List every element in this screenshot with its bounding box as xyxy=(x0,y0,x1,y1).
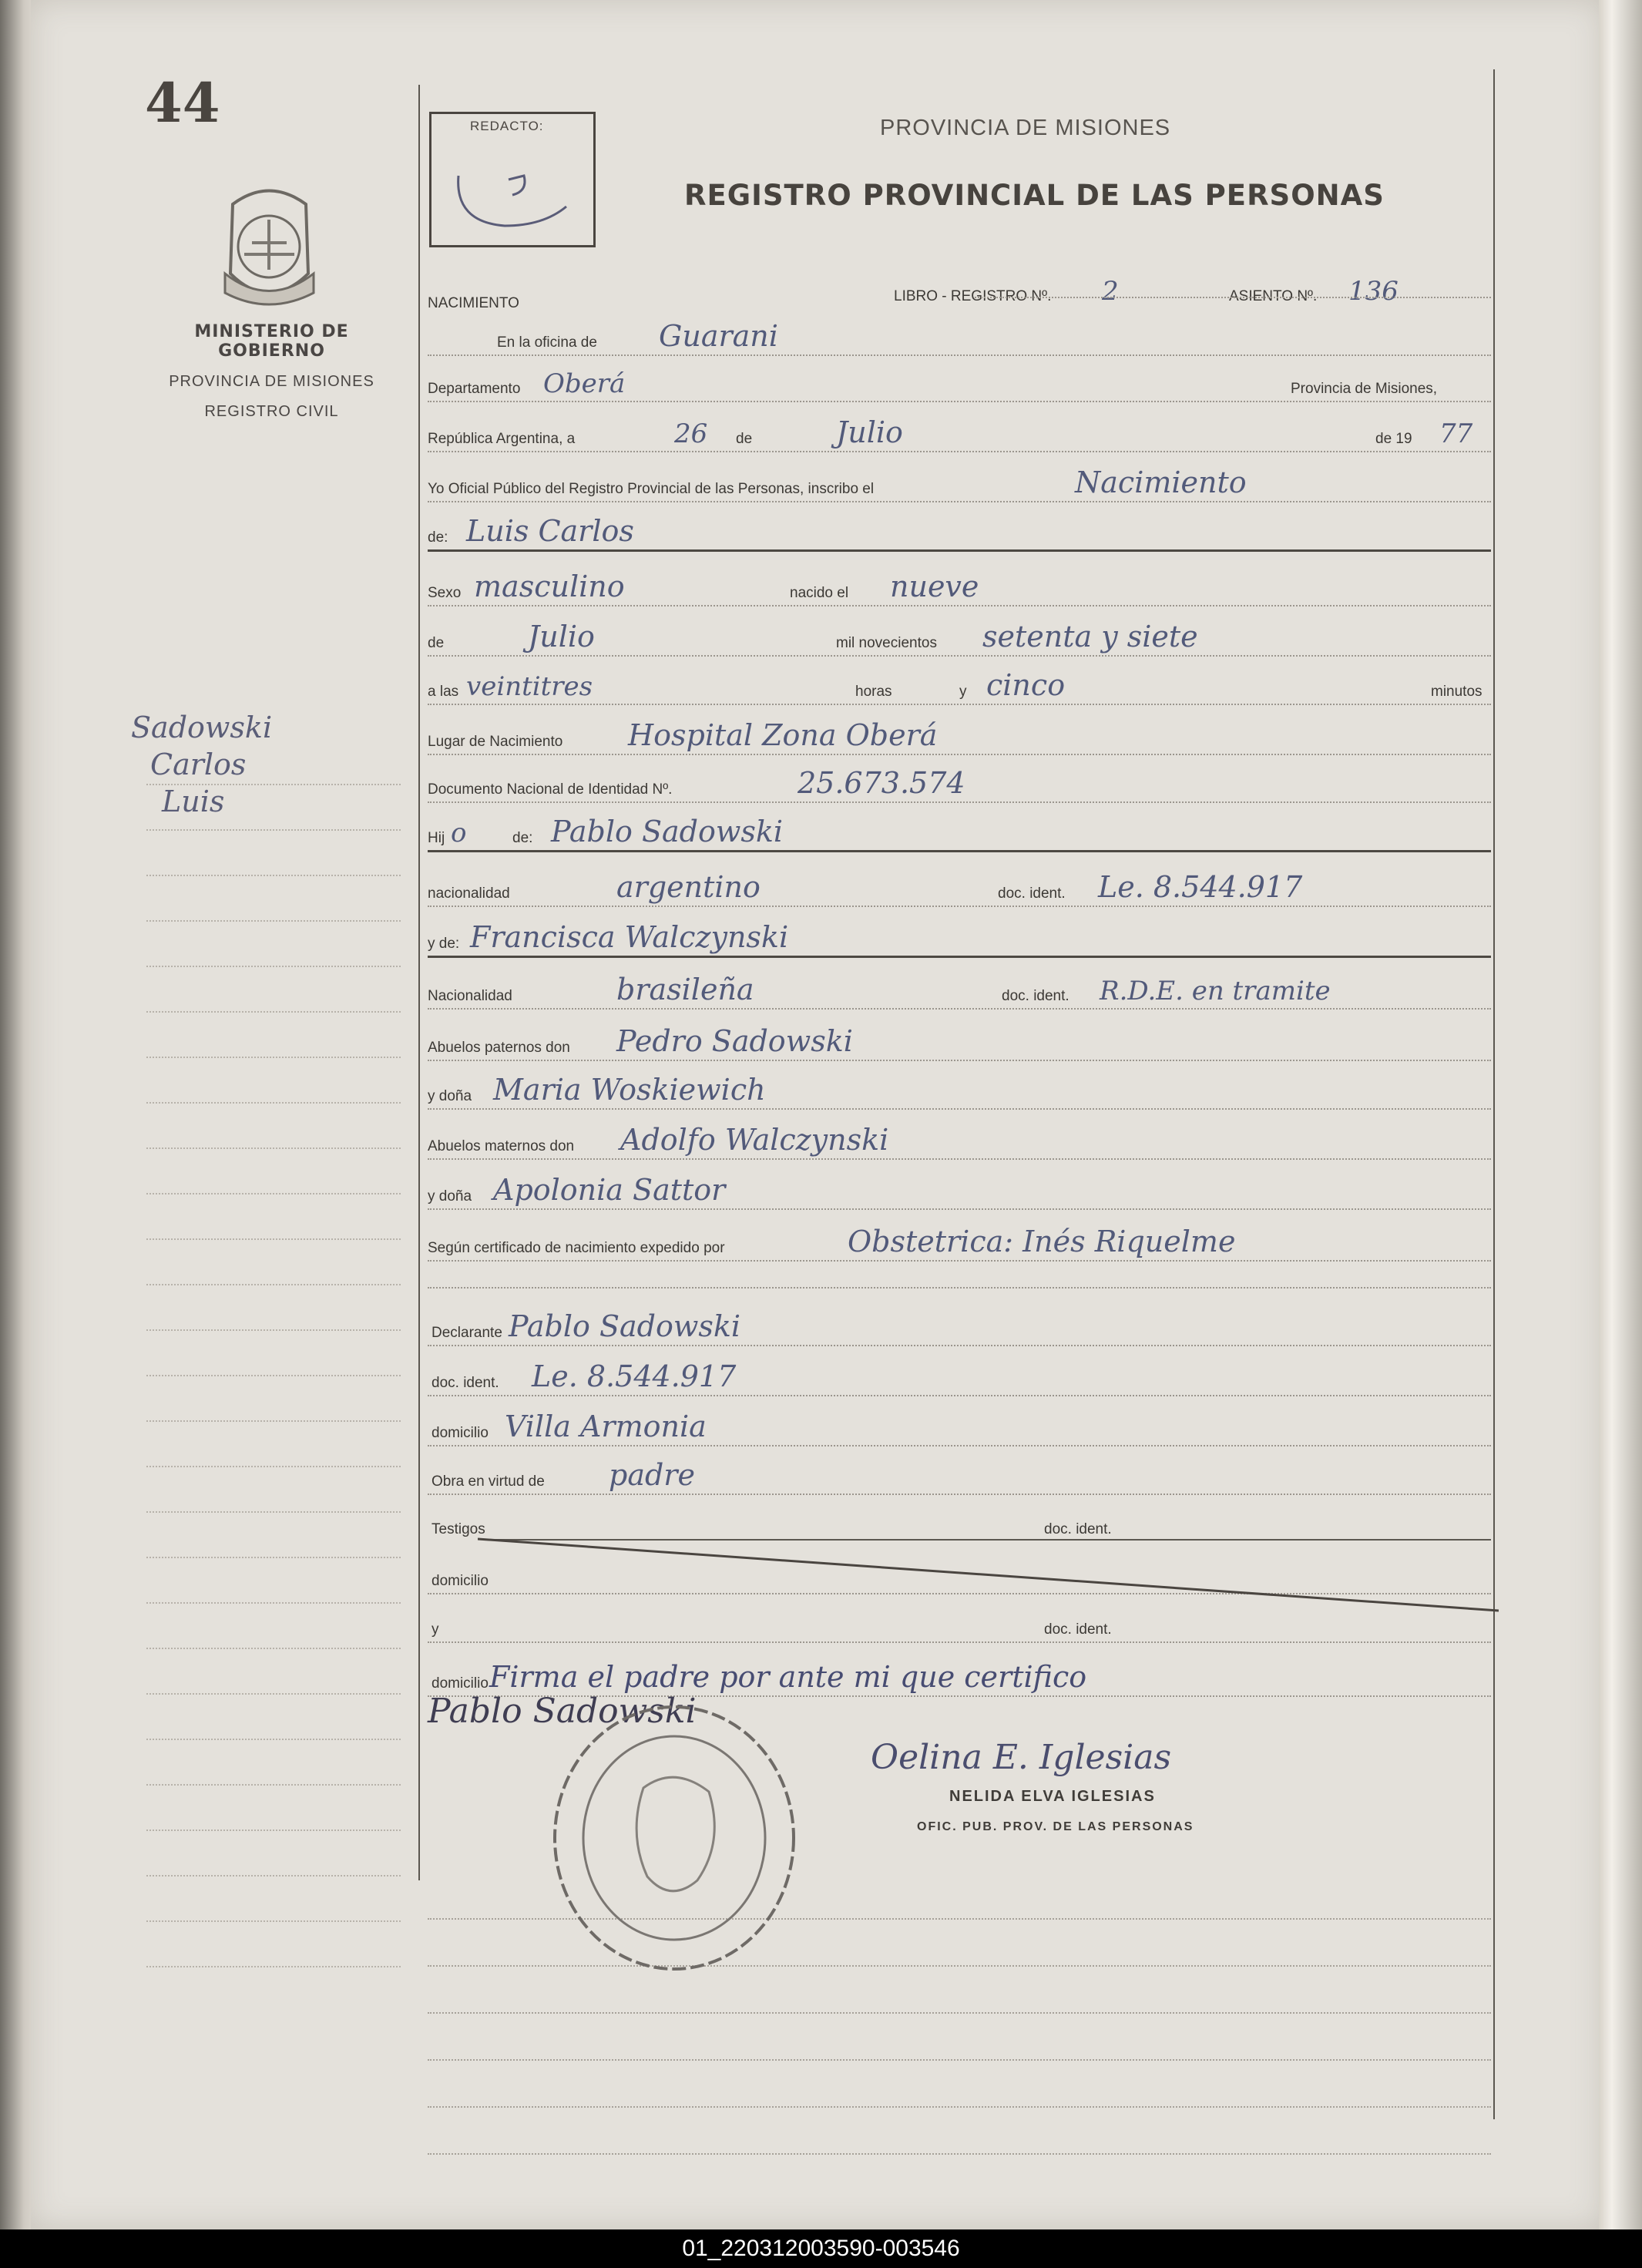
domicilio2-label: domicilio xyxy=(431,1573,489,1589)
madre-doc-value: R.D.E. en tramite xyxy=(1100,976,1331,1006)
abuelo-pat-value: Pedro Sadowski xyxy=(616,1024,853,1058)
ministry-registry: REGISTRO CIVIL xyxy=(204,403,339,420)
row-domicilio xyxy=(428,1410,1491,1446)
ydona-label: y doña xyxy=(428,1088,472,1104)
libro-label: LIBRO - REGISTRO Nº. xyxy=(894,288,1052,304)
yde-label: y de: xyxy=(428,936,460,952)
libro-rule xyxy=(975,297,1491,298)
header-title: REGISTRO PROVINCIAL DE LAS PERSONAS xyxy=(684,179,1385,212)
sexo-value: masculino xyxy=(474,570,625,603)
provincia-label: Provincia de Misiones, xyxy=(1291,381,1438,397)
sexo-label: Sexo xyxy=(428,585,462,601)
asiento-value: 136 xyxy=(1348,276,1399,307)
official-title-stamp: OFIC. PUB. PROV. DE LAS PERSONAS xyxy=(917,1820,1194,1833)
row-declarante xyxy=(428,1310,1491,1346)
mil-value: setenta y siete xyxy=(982,620,1198,654)
decl-doc-value: Le. 8.544.917 xyxy=(532,1359,737,1393)
libro-value: 2 xyxy=(1102,276,1119,307)
header-province: PROVINCIA DE MISIONES xyxy=(880,116,1171,140)
lugar-value: Hospital Zona Oberá xyxy=(628,718,938,752)
official-name-stamp: NELIDA ELVA IGLESIAS xyxy=(949,1788,1156,1805)
row-padre-nacionalidad xyxy=(428,871,1491,907)
nacido-value: nueve xyxy=(890,570,979,603)
margin-annotation xyxy=(131,709,385,820)
firma-note: Firma el padre por ante mi que certifico xyxy=(489,1660,1087,1694)
ministry-province: PROVINCIA DE MISIONES xyxy=(169,373,374,390)
domicilio-label: domicilio xyxy=(431,1425,489,1441)
hijo-label: Hij xyxy=(428,830,445,846)
abuela-pat-value: Maria Woskiewich xyxy=(493,1073,766,1107)
day-value: 26 xyxy=(674,418,708,449)
hijo-suffix: o xyxy=(451,818,467,848)
row-padre xyxy=(428,815,1491,852)
year-value: 77 xyxy=(1439,418,1473,449)
decl-doc-label: doc. ident. xyxy=(431,1375,499,1391)
margin-ruled-lines xyxy=(146,740,401,1973)
padre-doc-label: doc. ident. xyxy=(998,885,1066,902)
republica-label: República Argentina, a xyxy=(428,431,576,447)
oficina-label: En la oficina de xyxy=(497,334,597,351)
asiento-label: ASIENTO Nº. xyxy=(1229,288,1318,304)
row-firma-note xyxy=(428,1653,1491,1697)
row-abuelo-materno xyxy=(428,1124,1491,1160)
row-declarante-doc xyxy=(428,1360,1491,1396)
nacimiento-label: NACIMIENTO xyxy=(428,295,519,311)
dni-value: 25.673.574 xyxy=(797,766,965,800)
abuelo-mat-value: Adolfo Walczynski xyxy=(620,1123,889,1157)
ydona2-label: y doña xyxy=(428,1188,472,1205)
form-border-left xyxy=(418,85,420,1880)
nacido-label: nacido el xyxy=(790,585,849,601)
y2-label: y xyxy=(431,1621,439,1638)
padre-nac-value: argentino xyxy=(616,870,761,904)
padre-doc-value: Le. 8.544.917 xyxy=(1098,870,1303,904)
row-nombre xyxy=(428,515,1491,552)
row-madre-nacionalidad xyxy=(428,973,1491,1010)
margin-name-1: Carlos xyxy=(150,748,247,781)
segun-value: Obstetrica: Inés Riquelme xyxy=(848,1225,1236,1258)
row-obra xyxy=(428,1459,1491,1495)
hora-value: veintitres xyxy=(466,671,593,702)
row-madre xyxy=(428,921,1491,958)
minutos-label: minutos xyxy=(1431,684,1483,700)
testigos-doc-label: doc. ident. xyxy=(1044,1521,1112,1537)
year-label: de 19 xyxy=(1375,431,1412,447)
row-anio xyxy=(428,617,1491,657)
scan-right-edge xyxy=(1599,0,1642,2229)
horas-label: horas xyxy=(855,684,892,700)
image-id-footer: 01_220312003590-003546 xyxy=(0,2229,1642,2268)
departamento-value: Oberá xyxy=(543,368,626,399)
padre-value: Pablo Sadowski xyxy=(551,815,784,848)
y2-doc-label: doc. ident. xyxy=(1044,1621,1112,1638)
row-hora xyxy=(428,669,1491,705)
official-signature: Oelina E. Iglesias xyxy=(871,1738,1172,1777)
father-signature: Pablo Sadowski xyxy=(428,1692,697,1731)
declarante-label: Declarante xyxy=(431,1325,502,1341)
declarante-value: Pablo Sadowski xyxy=(509,1309,741,1343)
page-number: 44 xyxy=(145,71,220,135)
departamento-label: Departamento xyxy=(428,381,521,397)
month2-value: Julio xyxy=(528,620,595,654)
row-abuela-paterna xyxy=(428,1074,1491,1110)
redacto-box xyxy=(429,112,596,247)
nacionalidad2-label: Nacionalidad xyxy=(428,988,512,1004)
month-value: Julio xyxy=(836,415,903,449)
row-libro xyxy=(428,270,1491,311)
row-abuelo-paterno xyxy=(428,1025,1491,1061)
abuelos-mat-label: Abuelos maternos don xyxy=(428,1138,575,1154)
segun-label: Según certificado de nacimiento expedido por xyxy=(428,1240,725,1256)
alas-label: a las xyxy=(428,684,459,700)
madre-nac-value: brasileña xyxy=(616,973,754,1006)
row-oficial xyxy=(428,466,1491,502)
obra-value: padre xyxy=(609,1458,695,1492)
testigos-label: Testigos xyxy=(431,1521,485,1537)
anio-de-label: de xyxy=(428,635,445,651)
nacionalidad-label: nacionalidad xyxy=(428,885,510,902)
domicilio-value: Villa Armonia xyxy=(505,1410,707,1443)
oficial-label: Yo Oficial Público del Registro Provincial de las Personas, inscribo el xyxy=(428,481,875,497)
ministry-block xyxy=(139,322,405,421)
mil-label: mil novecientos xyxy=(836,635,937,651)
margin-name-2: Luis xyxy=(162,785,225,818)
row-oficina xyxy=(428,319,1491,356)
margin-surname: Sadowski xyxy=(131,711,273,744)
lugar-label: Lugar de Nacimiento xyxy=(428,734,563,750)
ministry-name: MINISTERIO DE GOBIERNO xyxy=(194,322,349,361)
madre-value: Francisca Walczynski xyxy=(470,920,789,954)
form-border-right xyxy=(1493,69,1495,2119)
hora-y-label: y xyxy=(959,684,967,700)
dni-label: Documento Nacional de Identidad Nº. xyxy=(428,781,673,798)
row-dni xyxy=(428,767,1491,803)
abuela-mat-value: Apolonia Sattor xyxy=(493,1173,726,1207)
nombre-label: de: xyxy=(428,529,448,546)
minutos-value: cinco xyxy=(986,668,1066,702)
redacto-label: REDACTO: xyxy=(470,119,544,133)
row-abuela-materna xyxy=(428,1174,1491,1210)
acta-value: Nacimiento xyxy=(1075,465,1247,499)
domicilio3-label: domicilio xyxy=(431,1675,489,1692)
province-emblem-icon xyxy=(217,181,321,312)
row-departamento xyxy=(428,370,1491,402)
abuelos-pat-label: Abuelos paternos don xyxy=(428,1040,570,1056)
row-fecha xyxy=(428,416,1491,452)
madre-doc-label: doc. ident. xyxy=(1002,988,1069,1004)
official-seal-stamp xyxy=(543,1695,805,1981)
row-lugar xyxy=(428,719,1491,755)
padre-de-label: de: xyxy=(512,830,533,846)
fecha-de-label: de xyxy=(736,431,753,447)
redacto-check-mark xyxy=(451,149,574,234)
obra-label: Obra en virtud de xyxy=(431,1473,545,1490)
cancel-diagonal-line xyxy=(478,1530,1499,1614)
row-sexo xyxy=(428,570,1491,606)
oficina-value: Guarani xyxy=(659,319,778,353)
nombre-value: Luis Carlos xyxy=(466,514,634,548)
row-blank-1 xyxy=(428,1256,1491,1289)
